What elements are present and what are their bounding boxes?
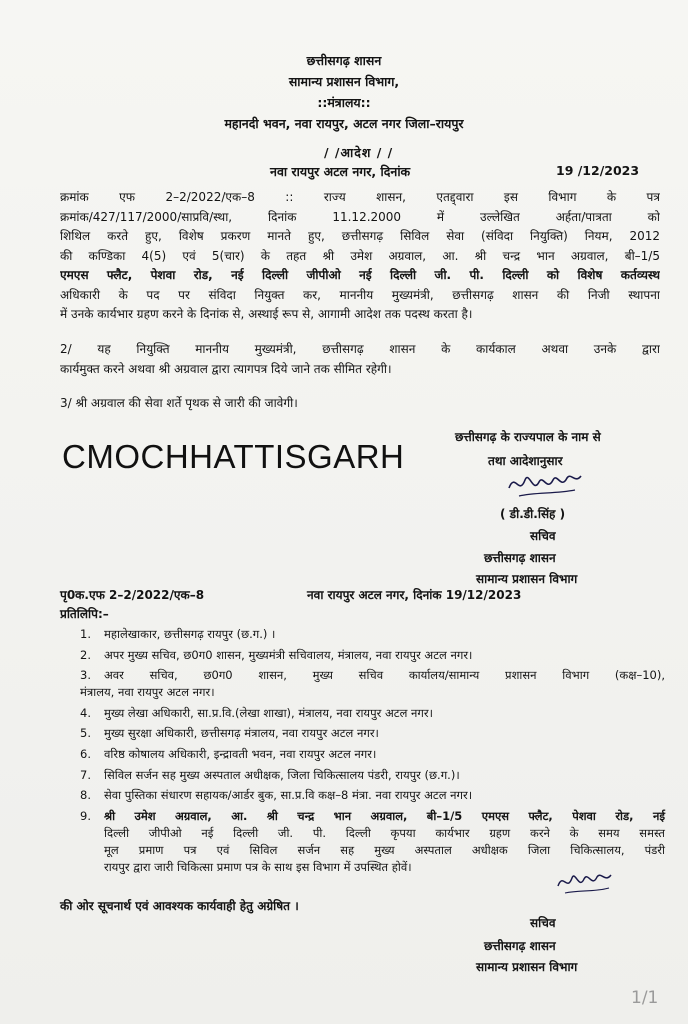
copy-item-text: मुख्य लेखा अधिकारी, सा.प्र.वि.(लेखा शाखा), मंत्रालय, नवा रायपुर अटल नगर।	[104, 705, 433, 720]
order-para1-line: क्रमांक एफ 2–2/2022/एक–8 :: राज्य शासन, एतद्द्वारा इस विभाग के पत्र	[60, 190, 660, 204]
copy-item-text: सिविल सर्जन सह मुख्य अस्पताल अधीक्षक, जिला चिकित्सालय पंडरी, रायपुर (छ.ग.)।	[104, 767, 460, 782]
copy-item-number: 2.	[80, 647, 91, 662]
copy-item-number: 7.	[80, 767, 91, 782]
signatory2-dept: सामान्य प्रशासन विभाग	[476, 960, 578, 974]
order-para1-line: क्रमांक/427/117/2000/साप्रवि/स्था, दिनांक 11.12.2000 में उल्लेखित अर्हता/पात्रता को	[60, 209, 660, 224]
signatory-dept: सामान्य प्रशासन विभाग	[476, 572, 578, 586]
copy-list-item	[80, 667, 665, 701]
copy-item-text-cont: मूल प्रमाण पत्र एवं सिविल सर्जन सह मुख्य अस्पताल अधीक्षक जिला चिकित्सालय, पंडरी	[104, 842, 665, 857]
copy-item-text: मुख्य सुरक्षा अधिकारी, छत्तीसगढ़ मंत्रालय, नवा रायपुर अटल नगर।	[104, 726, 379, 741]
by-order-line: तथा आदेशानुसार	[488, 454, 563, 468]
copy-list-item	[80, 647, 665, 664]
copy-item-number: 3.	[80, 668, 91, 683]
page-indicator: 1/1	[631, 988, 659, 1008]
copy-item-text: वरिष्ठ कोषालय अधिकारी, इन्द्रावती भवन, नवा रायपुर अटल नगर।	[104, 746, 377, 761]
copy-list-item	[80, 725, 665, 742]
copy-item-text: सेवा पुस्तिका संधारण सहायक/आर्डर बुक, सा.प्र.वि कक्ष–8 मंत्रा. नवा रायपुर अटल नगर।	[104, 788, 473, 803]
copy-list-item	[80, 626, 665, 643]
signature-mark-2	[555, 866, 615, 900]
order-paragraph-3: 3/ श्री अग्रवाल की सेवा शर्ते पृथक से जारी की जावेगी।	[60, 396, 298, 410]
header-department: सामान्य प्रशासन विभाग,	[288, 74, 400, 89]
signatory-designation: सचिव	[530, 529, 556, 543]
governor-name-line: छत्तीसगढ़ के राज्यपाल के नाम से	[455, 430, 601, 444]
copy-item-text-cont: दिल्ली जीपीओ नई दिल्ली जी. पी. दिल्ली कृपया कार्यभार ग्रहण करने के समय समस्त	[104, 825, 665, 840]
endorsement-ref: पृ0क.एफ 2–2/2022/एक–8	[60, 588, 205, 602]
order-para1-line: एमएस फ्लैट, पेशवा रोड, नई दिल्ली जीपीओ नई दिल्ली जी. पी. दिल्ली को विशेष कर्तव्यस्थ	[60, 268, 660, 282]
order-para1-line: की कण्डिका 4(5) एवं 5(चार) के तहत श्री उमेश अग्रवाल, आ. श्री चन्द्र भान अग्रवाल, बी–1/5	[60, 248, 660, 263]
order-date: 19 /12/2023	[556, 163, 640, 178]
endorsement-place-date: नवा रायपुर अटल नगर, दिनांक 19/12/2023	[307, 588, 522, 602]
signatory2-designation: सचिव	[530, 916, 556, 930]
order-para2-line: 2/ यह नियुक्ति माननीय मुख्यमंत्री, छत्तीसगढ़ शासन के कार्यकाल अथवा उनके द्वारा	[60, 342, 660, 356]
signature-mark	[505, 466, 585, 504]
copy-item-text: अवर सचिव, छ0ग0 शासन, मुख्य सचिव कार्यालय/सामान्य प्रशासन विभाग (कक्ष–10),	[104, 668, 665, 683]
copy-list-item	[80, 705, 665, 722]
copy-item-number: 9.	[80, 808, 91, 823]
copy-item-number: 6.	[80, 746, 91, 761]
order-title: / /आदेश / /	[324, 145, 394, 160]
header-govt: छत्तीसगढ़ शासन	[306, 53, 382, 68]
copy-item-text: अपर मुख्य सचिव, छ0ग0 शासन, मुख्यमंत्री सचिवालय, मंत्रालय, नवा रायपुर अटल नगर।	[104, 647, 473, 662]
copy-item-text: महालेखाकार, छत्तीसगढ़ रायपुर (छ.ग.) ।	[104, 627, 276, 641]
copy-item-text-cont: मंत्रालय, नवा रायपुर अटल नगर।	[80, 685, 215, 700]
copy-list-item	[80, 787, 665, 804]
copy-to-label: प्रतिलिपि:–	[60, 607, 109, 621]
order-paragraph-2	[60, 340, 660, 379]
copy-item-number: 4.	[80, 705, 91, 720]
copy-item-number: 1.	[80, 627, 91, 641]
forwarding-note: की ओर सूचनार्थ एवं आवश्यक कार्यवाही हेतु अग्रेषित ।	[60, 899, 299, 913]
copy-item-text-cont: रायपुर द्वारा जारी चिकित्सा प्रमाण पत्र के साथ इस विभाग में उपस्थित होवें।	[104, 859, 412, 874]
copy-item-number: 5.	[80, 726, 91, 741]
signatory-org: छत्तीसगढ़ शासन	[484, 551, 556, 565]
order-place-date-label: नवा रायपुर अटल नगर, दिनांक	[270, 164, 411, 179]
order-para1-line: अधिकारी के पद पर संविदा नियुक्त कर, माननीय मुख्यमंत्री, छत्तीसगढ़ शासन की निजी स्थापना	[60, 287, 660, 302]
order-para1-line: शिथिल करते हुए, विशेष प्रकरण मानते हुए, छत्तीसगढ़ सिविल सेवा (संविदा नियुक्ति) नियम, 2012	[60, 229, 660, 243]
signatory2-org: छत्तीसगढ़ शासन	[484, 939, 556, 953]
watermark-text: CMOCHHATTISGARH	[62, 438, 405, 475]
header-address: महानदी भवन, नवा रायपुर, अटल नगर जिला–रायपुर	[224, 116, 464, 131]
order-para1-line: में उनके कार्यभार ग्रहण करने के दिनांक से, अस्थाई रूप से, आगामी आदेश तक पदस्थ करता है।	[60, 307, 473, 321]
signatory-name: ( डी.डी.सिंह )	[500, 507, 566, 521]
copy-list	[80, 626, 665, 879]
copy-list-item	[80, 746, 665, 763]
copy-item-text: श्री उमेश अग्रवाल, आ. श्री चन्द्र भान अग्रवाल, बी–1/5 एमएस फ्लैट, पेशवा रोड, नई	[104, 808, 665, 823]
copy-item-number: 8.	[80, 788, 91, 803]
order-paragraph-1	[60, 188, 660, 325]
header-ministry: ::मंत्रालय::	[317, 95, 371, 110]
order-para2-line: कार्यमुक्त करने अथवा श्री अग्रवाल द्वारा त्यागपत्र दिये जाने तक सीमित रहेगी।	[60, 361, 392, 376]
copy-list-item	[80, 767, 665, 784]
